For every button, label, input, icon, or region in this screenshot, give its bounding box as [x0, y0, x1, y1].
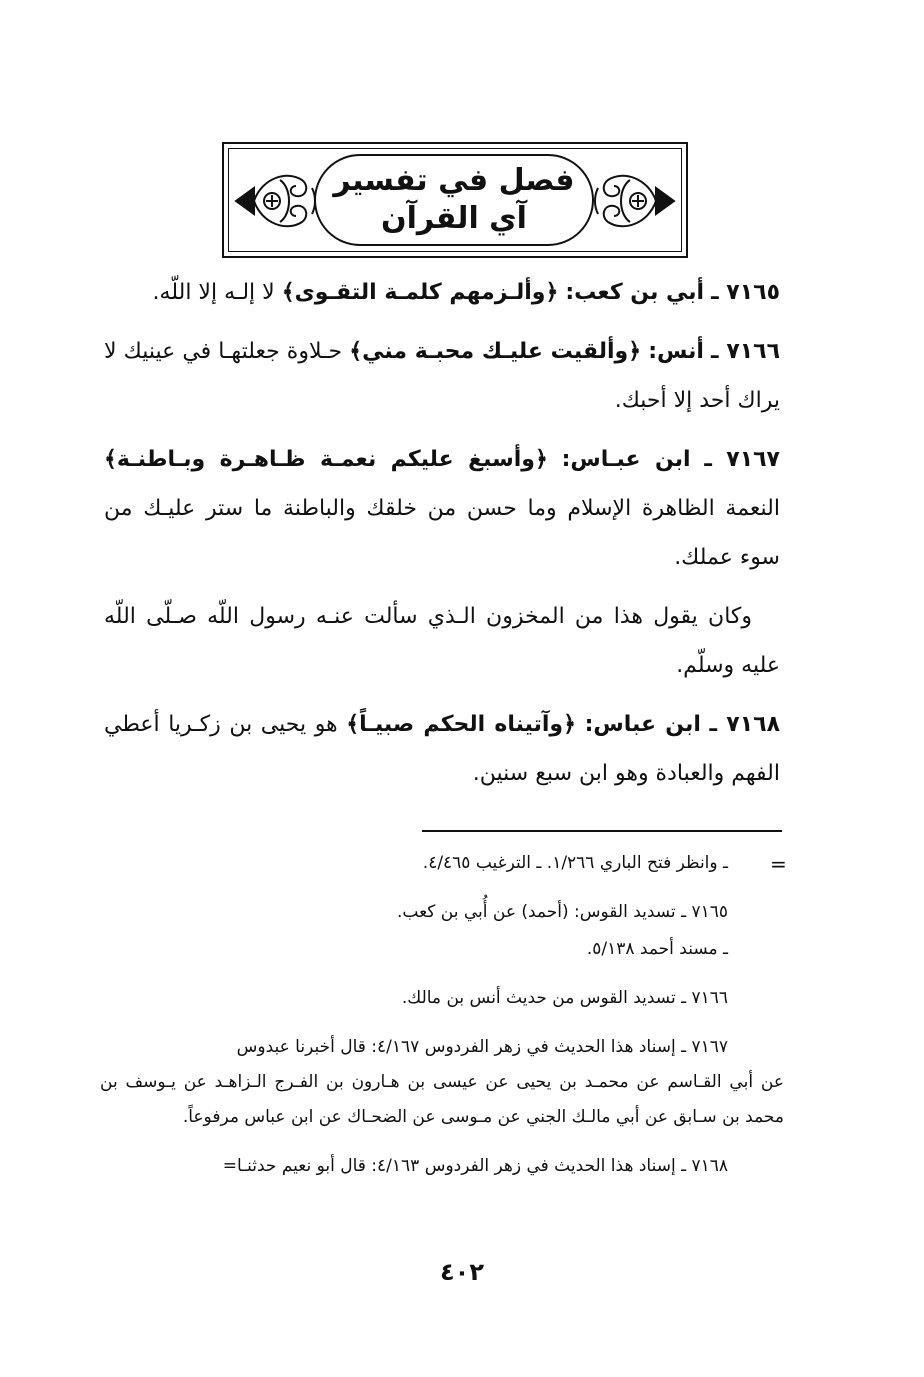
page-number: ٤٠٢ — [440, 1258, 484, 1286]
footnote-text: ـ مسند أحمد ٥/١٣٨. — [586, 939, 728, 959]
footnote-7165 — [100, 895, 784, 930]
footnote-7167 — [100, 1030, 784, 1135]
entry-text: النعمة الظاهرة الإسلام وما حسن من خلقك والباطنة ما ستر عليـك من سوء عملك. — [104, 496, 780, 570]
entry-narrator: ابن عباس: — [584, 712, 701, 737]
entry-7165 — [104, 268, 780, 317]
entry-text: وكان يقول هذا من المخزون الـذي سألت عنـه رسول اللّه صـلّى اللّه عليه وسلّم. — [104, 604, 780, 678]
entry-verse: ﴿وألقيت عليـك محبـة مني﴾ — [349, 339, 642, 364]
entry-7166 — [104, 327, 780, 425]
entry-narrator: أنس: — [648, 339, 704, 364]
chapter-title-line-2: آي القرآن — [381, 201, 527, 236]
footnote-text: عن أبي القـاسم عن محمـد بن يحيى عن عيسى بن هـارون بن الفـرج الـزاهـد عن يـوسف بن محمد بن سـابق عن أبي مالـك الجني عن مـوسى عن الضحـاك عن ابن عباس مرفوعاً. — [100, 1072, 784, 1127]
footnote-text: ٧١٦٨ ـ إسناد هذا الحديث في زهر الفردوس ٤/١٦٣: قال أبو نعيم حدثنـا= — [222, 1156, 728, 1176]
main-text — [104, 268, 780, 808]
footnote-7168 — [100, 1149, 784, 1184]
entry-text: لا إلـه إلا اللّه. — [152, 280, 275, 305]
entry-narrator: ابن عبـاس: — [561, 447, 691, 472]
footnotes — [100, 846, 784, 1198]
entry-text: حـلاوة جعلتهـا في عينيك لا يراك أحد إلا أحبك. — [104, 339, 780, 413]
footnote-text: ٧١٦٦ ـ تسديد القوس من حديث أنس بن مالك. — [401, 988, 728, 1008]
chapter-title-line-1: فصل في تفسير — [333, 163, 575, 198]
chapter-title-frame — [222, 142, 688, 258]
footnote-7165-ref — [100, 932, 784, 967]
entry-text: هو يحيى بن زكـريا أعطي الفهم والعبادة وهو ابن سبع سنين. — [104, 712, 780, 786]
entry-number: ٧١٦٥ ـ — [711, 280, 780, 305]
entry-7168 — [104, 700, 780, 798]
arabesque-ornament-icon — [592, 158, 678, 244]
entry-7167-continuation — [104, 592, 780, 690]
entry-verse: ﴿وألـزمهم كلمـة التقـوى﴾ — [281, 280, 559, 305]
footnote-divider — [422, 830, 782, 832]
footnote-7166 — [100, 981, 784, 1016]
footnote-continuation-mark: = — [770, 852, 787, 876]
footnote-line — [100, 846, 784, 881]
entry-number: ٧١٦٨ ـ — [709, 712, 781, 737]
arabesque-ornament-icon — [232, 158, 318, 244]
entry-narrator: أبي بن كعب: — [565, 280, 705, 305]
entry-verse: ﴿وآتيناه الحكم صبيـاً﴾ — [346, 712, 576, 737]
chapter-title-cartouche — [314, 154, 594, 246]
entry-number: ٧١٦٦ ـ — [711, 339, 781, 364]
entry-7167 — [104, 435, 780, 582]
footnote-text: ٧١٦٥ ـ تسديد القوس: (أحمد) عن أُبي بن كعب. — [396, 902, 728, 922]
footnote-text: ـ وانظر فتح الباري ١/٢٦٦. ـ الترغيب ٤/٤٦٥. — [422, 853, 728, 873]
entry-number: ٧١٦٧ ـ — [704, 447, 780, 472]
entry-verse: ﴿وأسبغ عليكم نعمـة ظـاهـرة وبـاطنـة﴾ — [104, 447, 548, 472]
footnote-text: ٧١٦٧ ـ إسناد هذا الحديث في زهر الفردوس ٤/١٦٧: قال أخبرنا عبدوس — [236, 1037, 728, 1057]
